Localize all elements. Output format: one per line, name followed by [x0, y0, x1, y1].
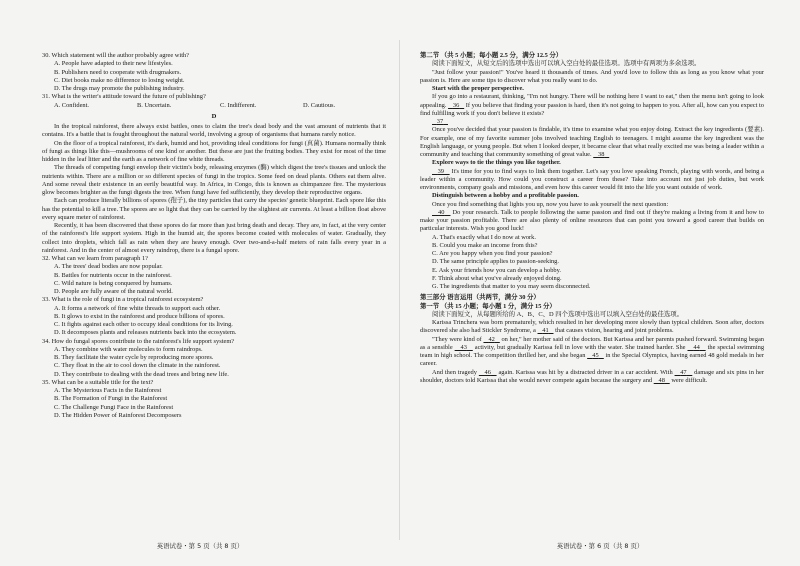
blank-39-number: 39 — [437, 167, 444, 175]
q35-option-d: D. The Hidden Power of Rainforest Decomposers — [54, 411, 182, 419]
blank-47 — [675, 369, 693, 376]
q34-option-b: B. They facilitate the water cycle by reproducing more spores. — [54, 354, 214, 361]
right-page — [400, 0, 800, 566]
passage-d-para-3: The threads of competing fungi envelop their victim's body, releasing enzymes (酶) which digest the tree's tissues and unlock the nutrients within. There are a million or so different species of fungi in the tropics. Some feed on dead plants. Others eat them alive. And some reveal their existence in an eerily beautiful way. In Africa, in Congo, this is known as chimpanzee fire. The mysterious glow becomes brighter as the fungi digests the tree. When fungi have fed sufficiently, they develop their reproductive organs. — [42, 164, 386, 196]
blank-43-number: 43 — [460, 343, 467, 351]
q31-option-a: A. Confident. — [54, 101, 89, 109]
subheading-3: Distinguish between a hobby and a profitable passion. — [432, 192, 579, 200]
blank-48-number: 48 — [658, 376, 665, 384]
q32-option-b: B. Battles for nutrients occur in the rainforest. — [54, 271, 172, 279]
q33-stem: 33. What is the role of fungi in a tropical rainforest ecosystem? — [42, 296, 204, 304]
passage-para-4a: Once you find something that lights you up, now you have to ask yourself the next question: — [432, 200, 669, 208]
part-3-instructions: 阅读下面短文，从每题所给的 A、B、C、D 四个选项中选出可以填入空白处的最佳选项。 — [432, 310, 684, 318]
subheading-1: Start with the proper perspective. — [432, 85, 524, 92]
blank-46 — [479, 369, 497, 376]
blank-41-number: 41 — [542, 327, 549, 335]
option-b: B. Could you make an income from this? — [432, 241, 538, 249]
blank-37 — [432, 118, 448, 125]
q31-options — [42, 102, 386, 110]
q31-stem: 31. What is the writer's attitude toward the future of publishing? — [42, 93, 206, 101]
q33-option-b: B. It glows to exist in the rainforest and produce billions of spores. — [54, 312, 225, 320]
passage-d-para-4: Each can produce literally billions of spores (孢子), the tiny particles that carry the species' genetic blueprint. Each spore like this has the potential to kill a tree. The spores are so light that they can be carried by the slightest air currents. At least a billion float above every square meter of rainforest. — [42, 197, 386, 221]
q30-stem: 30. Which statement will the author probably agree with? — [42, 52, 190, 59]
blank-40 — [432, 209, 450, 216]
para-2-text: Once you've decided that your passion is findable, it's time to examine what you enjoy doing. Extract the key ingredients (要素). For example, one of my favorite summer jobs involved teaching English to teenagers. I might assume the key ingredient was the English language, or young people. But when I looked deeper, it became clear that what really excited me was being a leader within a community and teaching that community something of great value. — [420, 126, 764, 158]
q33-option-d: D. It decomposes plants and releases nutrients back into the ecosystem. — [54, 329, 237, 337]
blank-42 — [483, 336, 499, 343]
q34-option-d: D. They contribute to dealing with the dead trees and bring new life. — [54, 370, 229, 378]
para-1-text-a: If you go into a restaurant, thinking, "I'm not hungry. There will be nothing here I want to eat," then the menu isn't going to look appealing. — [420, 93, 764, 109]
option-f: F. Think about what you've already enjoyed doing. — [432, 274, 562, 282]
cloze-3-text-b: again. Karissa was hit by a distracted driver in a car accident. With — [498, 368, 673, 376]
blank-42-number: 42 — [488, 335, 495, 343]
blank-36-number: 36 — [452, 101, 460, 109]
q33-option-c: C. It fights against each other to occupy ideal conditions for its living. — [54, 321, 233, 328]
cloze-3-text-d: were difficult. — [671, 376, 708, 384]
cloze-para-3 — [420, 369, 764, 386]
cloze-para-1 — [420, 319, 764, 336]
q34-option-a: A. They combine with water molecules to form raindrops. — [54, 345, 203, 353]
option-g: G. The ingredients that matter to you may seem disconnected. — [432, 283, 591, 290]
option-a: A. That's exactly what I do now at work. — [432, 233, 536, 241]
option-d: D. The same principle applies to passion-seeking. — [432, 258, 559, 266]
q34-stem: 34. How do fungal spores contribute to the rainforest's life support system? — [42, 337, 235, 345]
passage-d-para-5: Recently, it has been discovered that these spores do far more than just bring death and decay. They are, in fact, at the very center of the rainforest's life support system. High in the humid air, the spores become coated with molecules of water. Gradually, they collect into droplets, which fall as rain when they are heavy enough. Over two-and-a-half meters of rain falls every year in a rainforest. And in the center of almost every raindrop, there is a fungal spore. — [42, 222, 386, 254]
blank-37-number: 37 — [436, 118, 444, 125]
blank-47-number: 47 — [680, 368, 687, 376]
para-3-text: It's time for you to find ways to link them together. Let's say you love speaking French, playing with words, and being a leader within a community. How could you construct a career from these? Take into account not just job duties, but work environments, company goals and missions, and even how this career would fit into the life you want outside of work. — [420, 167, 764, 191]
blank-36 — [448, 102, 464, 109]
q32-option-a: A. The trees' dead bodies are now popular. — [54, 263, 163, 271]
passage-para-3 — [420, 168, 764, 193]
cloze-2-text-e: in the Special Olympics, having earned 48 gold medals in her career. — [420, 352, 765, 368]
q31-option-c: C. Indifferent. — [220, 101, 257, 109]
cloze-3-text-a: And then tragedy — [432, 368, 477, 376]
q30-option-d: D. The drugs may promote the publishing industry. — [54, 85, 185, 92]
blank-40-number: 40 — [438, 208, 445, 216]
blank-37-line — [420, 118, 764, 126]
blank-45-number: 45 — [592, 352, 599, 359]
blank-45 — [587, 352, 604, 359]
subheading-2: Explore ways to tie the things you like together. — [432, 159, 561, 167]
q35-option-a: A. The Mysterious Facts in the Rainforest — [54, 387, 162, 394]
para-4-text: Do your research. Talk to people following the same passion and find out if they're making a living from it and how to make your passion profitable. There are also plenty of online resources that can point you toward a good career that builds on particular interests. Wish you good luck! — [420, 208, 764, 233]
q30-option-a: A. People have adapted to their new lifestyles. — [54, 60, 173, 68]
cloze-1-text-b: that causes vision, hearing and joint problems. — [555, 327, 674, 335]
q32-option-c: C. Wild nature is being conquered by humans. — [54, 279, 173, 287]
option-c: C. Are you happy when you find your passion? — [432, 250, 553, 257]
blank-39 — [432, 168, 450, 175]
part-3-title: 第三部分 语言运用（共两节，满分 30 分） — [420, 294, 540, 302]
q35-option-b: B. The Formation of Fungi in the Rainforest — [54, 395, 168, 403]
cloze-2-text-a: "They were kind of — [432, 335, 482, 343]
passage-para-1 — [420, 93, 764, 118]
blank-41 — [538, 327, 554, 334]
cloze-2-text-d: the special swimming team in high school. The competition thrilled her, and she began — [420, 343, 765, 359]
passage-d-para-1: In the tropical rainforest, there always exist battles, ones to claim the tree's dead body and the vast amount of nutrients that it contains. It's a battle that is fought throughout the natural world, involving a group of organisms that humans rarely notice. — [42, 123, 386, 139]
q30-option-b: B. Publishers need to cooperate with drugmakers. — [54, 68, 182, 76]
blank-44 — [688, 344, 706, 351]
blank-46-number: 46 — [484, 368, 491, 376]
option-e: E. Ask your friends how you can develop a hobby. — [432, 266, 561, 274]
q32-stem: 32. What can we learn from paragraph 1? — [42, 255, 148, 262]
q34-option-c: C. They float in the air to cool down the climate in the rainforest. — [54, 362, 221, 370]
passage-para-2 — [420, 126, 764, 159]
cloze-2-text-b: on her," her mother said of the doctors. But Karissa and her parents pushed forward. Swimming began as a sensible — [420, 335, 764, 351]
blank-38-number: 38 — [598, 151, 605, 158]
cloze-3-text-c: damage and six pins in her shoulder, doctors told Karissa that she would never compete again because the surgery and — [420, 368, 764, 384]
left-page-footer: 英语试卷・第 5 页（共 8 页） — [156, 541, 244, 550]
blank-38 — [593, 151, 609, 158]
passage-d-para-2: On the floor of a tropical rainforest, it's dark, humid and hot, providing ideal conditions for fungi (真菌). Humans normally think of fungi as things like this—mushrooms of one kind or another. But these are just the fruiting bodies. They exist for most of the time hidden in the leaf litter and the earth as a network of fine white threads. — [42, 139, 386, 163]
q31-option-b: B. Uncertain. — [137, 101, 172, 109]
part-3-section-1-title: 第一节 （共 15 小题；每小题 1 分，满分 15 分） — [420, 302, 556, 310]
q32-option-d: D. People are fully aware of the natural world. — [54, 288, 173, 295]
section-2-instructions: 阅读下面短文，从短文后的选项中选出可以填入空白处的最佳选项。选项中有两项为多余选项。 — [432, 60, 701, 68]
passage-para-4b — [420, 209, 764, 234]
cloze-2-text-c: activity, but gradually Karissa fell in love with the water. She trained harder. She — [474, 343, 686, 351]
section-d-heading: D — [211, 112, 217, 120]
q35-stem: 35. What can be a suitable title for the text? — [42, 378, 154, 386]
q35-option-c: C. The Challenge Fungi Face in the Rainforest — [54, 403, 174, 411]
blank-43 — [455, 344, 473, 351]
q30-option-c: C. Diet books make no difference to losing weight. — [54, 76, 185, 84]
passage-intro: "Just follow your passion!" You've heard it thousands of times. And you'd love to follow this as long as you know what your passion is. Here are some tips to discover what you really want to do. — [420, 68, 764, 84]
q33-option-a: A. It forms a network of fine white threads to support each other. — [54, 304, 221, 312]
cloze-1-text-a: Karissa Trinchera was born prematurely, which resulted in her developing more slowly than typical children. Soon after, doctors discovered she also had Stickler Syndrome, a — [420, 319, 764, 335]
cloze-para-2 — [420, 336, 764, 369]
blank-44-number: 44 — [693, 343, 700, 351]
para-1-text-b: If you believe that finding your passion is hard, then it's not going to happen to you. After all, how can you expect to find fulfilling work if you don't believe it exists? — [420, 101, 765, 117]
right-page-footer: 英语试卷・第 6 页（共 8 页） — [556, 541, 644, 550]
section-2-title: 第二节 （共 5 小题；每小题 2.5 分，满分 12.5 分） — [420, 52, 563, 59]
q31-option-d: D. Cautious. — [303, 101, 336, 109]
blank-48 — [654, 377, 670, 384]
